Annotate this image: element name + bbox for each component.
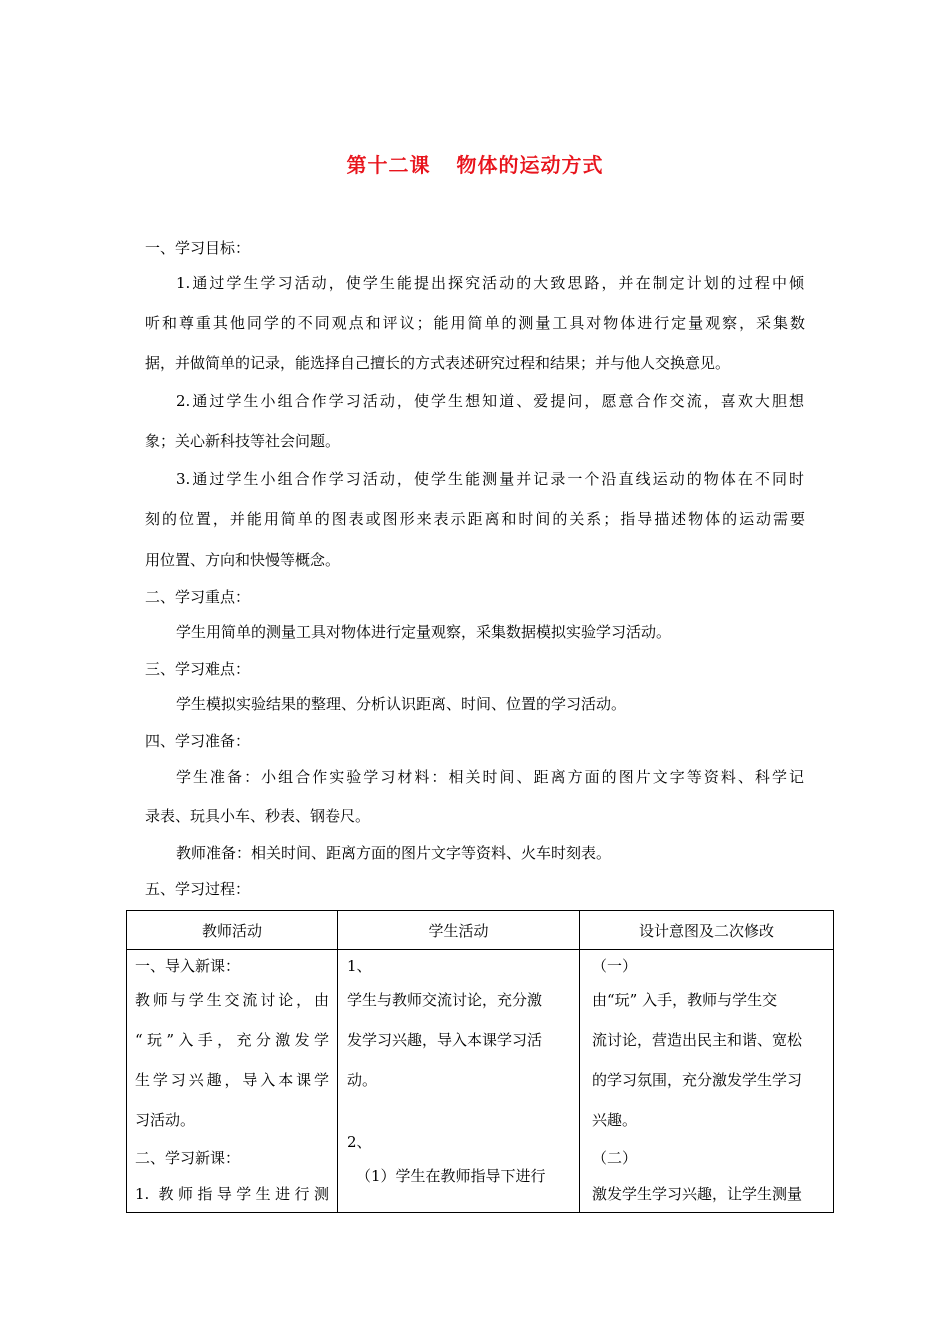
- table-row: [127, 950, 834, 1213]
- key-points-text: 学生用简单的测量工具对物体进行定量观察，采集数据模拟实验学习活动。: [176, 623, 672, 641]
- objective-1-line-3: 据，并做简单的记录，能选择自己擅长的方式表述研究过程和结果；并与他人交换意见。: [145, 354, 731, 372]
- design-intent-cell: [580, 950, 834, 1213]
- section-heading-process: 五、学习过程：: [145, 880, 251, 898]
- teacher-line: 教师与学生交流讨论，由: [135, 991, 329, 1009]
- section-heading-key-points: 二、学习重点：: [145, 588, 251, 606]
- student-line: 学生与教师交流讨论，充分激: [347, 991, 543, 1009]
- objective-2-line-1: 2.通过学生小组合作学习活动，使学生想知道、爱提问，愿意合作交流，喜欢大胆想: [176, 392, 804, 410]
- objective-3-line-1: 3.通过学生小组合作学习活动，使学生能测量并记录一个沿直线运动的物体在不同时: [176, 470, 804, 488]
- teacher-line: “玩”入手，充分激发学: [135, 1031, 329, 1049]
- teacher-line: 习活动。: [135, 1111, 196, 1129]
- objective-1-line-2: 听和尊重其他同学的不同观点和评议；能用简单的测量工具对物体进行定量观察，采集数: [145, 314, 805, 332]
- section-heading-objectives: 一、学习目标：: [145, 239, 251, 257]
- objective-2-line-2: 象；关心新科技等社会问题。: [145, 432, 341, 450]
- objective-3-line-3: 用位置、方向和快慢等概念。: [145, 551, 341, 569]
- learning-process-table: [126, 910, 834, 1213]
- difficulties-text: 学生模拟实验结果的整理、分析认识距离、时间、位置的学习活动。: [176, 695, 627, 713]
- student-line: 发学习兴趣，导入本课学习活: [347, 1031, 543, 1049]
- design-line: 激发学生学习兴趣，让学生测量: [592, 1185, 803, 1203]
- header-student-activity: 学生活动: [338, 911, 580, 950]
- table-header-row: [127, 911, 834, 950]
- section-heading-difficulties: 三、学习难点：: [145, 660, 251, 678]
- teacher-line: 二、学习新课：: [135, 1149, 241, 1167]
- student-line: 2、: [347, 1133, 372, 1151]
- student-line: （1）学生在教师指导下进行: [356, 1167, 546, 1185]
- section-heading-preparation: 四、学习准备：: [145, 732, 251, 750]
- student-activity-cell: [338, 950, 580, 1213]
- teacher-prep-text: 教师准备：相关时间、距离方面的图片文字等资料、火车时刻表。: [176, 844, 612, 862]
- header-teacher-activity: 教师活动: [127, 911, 338, 950]
- student-prep-line-2: 录表、玩具小车、秒表、钢卷尺。: [145, 807, 371, 825]
- title-lesson-number: 第十二课: [346, 153, 431, 177]
- student-line: 动。: [347, 1071, 378, 1089]
- design-line: 流讨论，营造出民主和谐、宽松: [592, 1031, 803, 1049]
- design-line: （二）: [592, 1149, 638, 1167]
- objective-3-line-2: 刻的位置，并能用简单的图表或图形来表示距离和时间的关系；指导描述物体的运动需要: [145, 510, 805, 528]
- design-line: 由“玩” 入手，教师与学生交: [592, 991, 778, 1009]
- objective-1-line-1: 1.通过学生学习活动，使学生能提出探究活动的大致思路，并在制定计划的过程中倾: [176, 274, 804, 292]
- student-prep-line-1: 学生准备：小组合作实验学习材料：相关时间、距离方面的图片文字等资料、科学记: [176, 768, 804, 786]
- header-design-intent: 设计意图及二次修改: [580, 911, 834, 950]
- title-lesson-name: 物体的运动方式: [456, 153, 604, 177]
- teacher-line: 生学习兴趣，导入本课学: [135, 1071, 329, 1089]
- student-line: 1、: [347, 957, 372, 975]
- teacher-line: 1. 教师指导学生进行测: [135, 1185, 329, 1203]
- document-title: [0, 149, 950, 178]
- design-line: 兴趣。: [592, 1111, 638, 1129]
- design-line: （一）: [592, 957, 638, 975]
- teacher-line: 一、导入新课：: [135, 957, 241, 975]
- teacher-activity-cell: [127, 950, 338, 1213]
- design-line: 的学习氛围，充分激发学生学习: [592, 1071, 803, 1089]
